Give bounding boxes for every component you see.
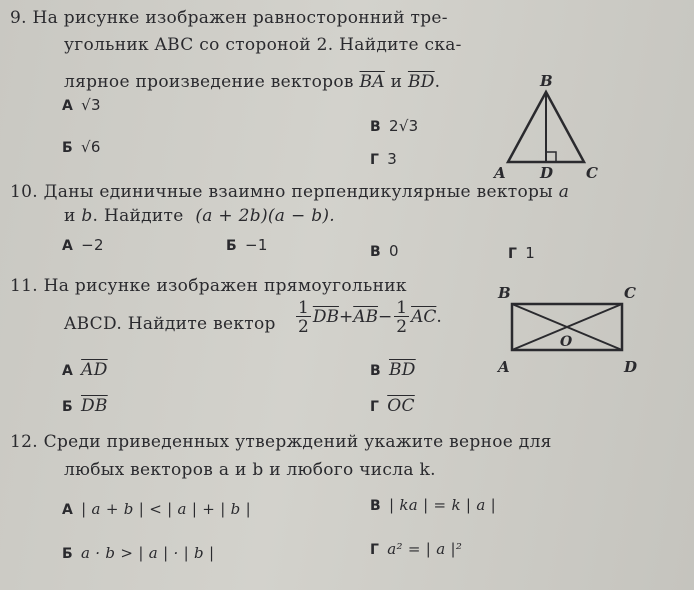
option-label: Б — [62, 399, 73, 415]
option-label: Г — [370, 542, 380, 558]
q11-expression: $\frac{1}{2}$ $\overline{DB}+\overline{AB}-$ $\frac{1}{2}$ $\overline{AC}$. — [298, 298, 442, 337]
option-value: $\overline{OC}$ — [387, 396, 415, 416]
vertex-c-label: C — [586, 164, 598, 182]
plus-sign: + — [338, 307, 354, 327]
vertex-a-label: A — [494, 164, 506, 182]
q12-option-b — [62, 544, 214, 562]
fraction-half-1 — [296, 300, 311, 335]
vertex-b-label: B — [498, 284, 511, 302]
option-label: Б — [62, 546, 73, 562]
q9-option-g — [370, 150, 397, 168]
option-value: 2√3 — [388, 117, 419, 135]
q12-line1: 12. Среди приведенных утверждений укажите верное для — [10, 432, 552, 452]
option-value: −2 — [81, 236, 104, 254]
option-value: −1 — [244, 236, 268, 254]
center-o-label: O — [560, 334, 573, 350]
option-label: А — [62, 363, 74, 379]
option-label: Г — [370, 152, 380, 168]
option-label: В — [370, 498, 381, 514]
q11-option-v — [370, 360, 416, 380]
option-value: | a + b | < | a | + | b | — [81, 500, 251, 518]
q11-option-a — [62, 360, 108, 380]
q10-line1-text: 10. Даны единичные взаимно перпендикулярные векторы — [10, 182, 554, 202]
option-value: 3 — [387, 150, 398, 168]
q12-option-g — [370, 540, 462, 558]
q9-vector-ba: $\overline{BA}$ — [359, 72, 385, 92]
q12-option-a — [62, 500, 251, 518]
q12-line2: любых векторов a и b и любого числа k. — [64, 460, 436, 480]
option-label: В — [370, 244, 381, 260]
vertex-a-label: A — [498, 358, 510, 376]
option-value: | ka | = k | a | — [388, 496, 497, 514]
option-label: В — [370, 119, 381, 135]
fraction-denominator: 2 — [298, 317, 309, 337]
option-label: Б — [226, 238, 237, 254]
option-value: √3 — [81, 96, 101, 114]
option-label: А — [62, 98, 74, 114]
option-value: √6 — [80, 138, 101, 156]
option-label: А — [62, 502, 74, 518]
q9-option-v — [370, 117, 419, 135]
vertex-b-label: B — [540, 72, 553, 90]
q9-line3: лярное произведение векторов $\overline{BA}$ и $\overline{BD}$. — [64, 72, 441, 92]
rectangle-figure — [496, 282, 646, 378]
q10-line2-text: . Найдите — [92, 206, 184, 226]
option-value: $\overline{DB}$ — [80, 396, 108, 416]
option-value: a · b > | a | · | b | — [80, 544, 215, 562]
q10-option-g — [508, 244, 535, 262]
vertex-c-label: C — [624, 284, 636, 302]
q9-conjunction: и — [390, 72, 403, 92]
option-value: $\overline{BD}$ — [388, 360, 416, 380]
minus-sign: − — [377, 307, 393, 327]
q10-option-a — [62, 236, 104, 254]
q10-line2 — [64, 206, 335, 226]
option-label: Б — [62, 140, 73, 156]
q11-option-g — [370, 396, 415, 416]
q10-line1 — [10, 182, 569, 202]
vector-ab: $\overline{AB}$ — [353, 307, 378, 327]
q10-option-b — [226, 236, 268, 254]
option-label: А — [62, 238, 74, 254]
q11-line1: 11. На рисунке изображен прямоугольник — [10, 276, 407, 296]
q10-and: и — [64, 206, 76, 226]
q12-option-v — [370, 496, 496, 514]
option-value: 1 — [525, 244, 536, 262]
q11-line2: ABCD. Найдите вектор — [64, 314, 276, 334]
q9-line3-text: лярное произведение векторов — [64, 72, 354, 92]
option-label: Г — [370, 399, 380, 415]
q9-option-a — [62, 96, 101, 114]
q10-expression: (a + 2b)(a − b). — [195, 206, 336, 226]
option-value: 0 — [388, 242, 399, 260]
vector-db: $\overline{DB}$ — [312, 307, 339, 327]
option-value: a² = | a |² — [387, 540, 463, 558]
point-d-label: D — [540, 164, 554, 182]
q9-option-b — [62, 138, 101, 156]
option-label: В — [370, 363, 381, 379]
triangle-figure — [490, 70, 610, 182]
vertex-d-label: D — [624, 358, 638, 376]
right-angle-mark — [546, 152, 556, 162]
q10-vector-b: b — [81, 206, 93, 226]
q10-vector-a: a — [558, 182, 570, 202]
fraction-numerator: 1 — [396, 298, 408, 318]
fraction-half-2 — [394, 300, 409, 335]
q9-line1: 9. На рисунке изображен равносторонний тре- — [10, 8, 448, 28]
q9-vector-bd: $\overline{BD}$ — [407, 72, 435, 92]
vector-ac: $\overline{AC}$ — [411, 307, 437, 327]
fraction-numerator: 1 — [298, 298, 309, 318]
option-label: Г — [508, 246, 518, 262]
fraction-denominator: 2 — [396, 317, 408, 337]
option-value: $\overline{AD}$ — [81, 360, 108, 380]
q10-option-v — [370, 242, 399, 260]
q9-line2: угольник ABC со стороной 2. Найдите ска- — [64, 35, 462, 55]
q11-option-b — [62, 396, 108, 416]
